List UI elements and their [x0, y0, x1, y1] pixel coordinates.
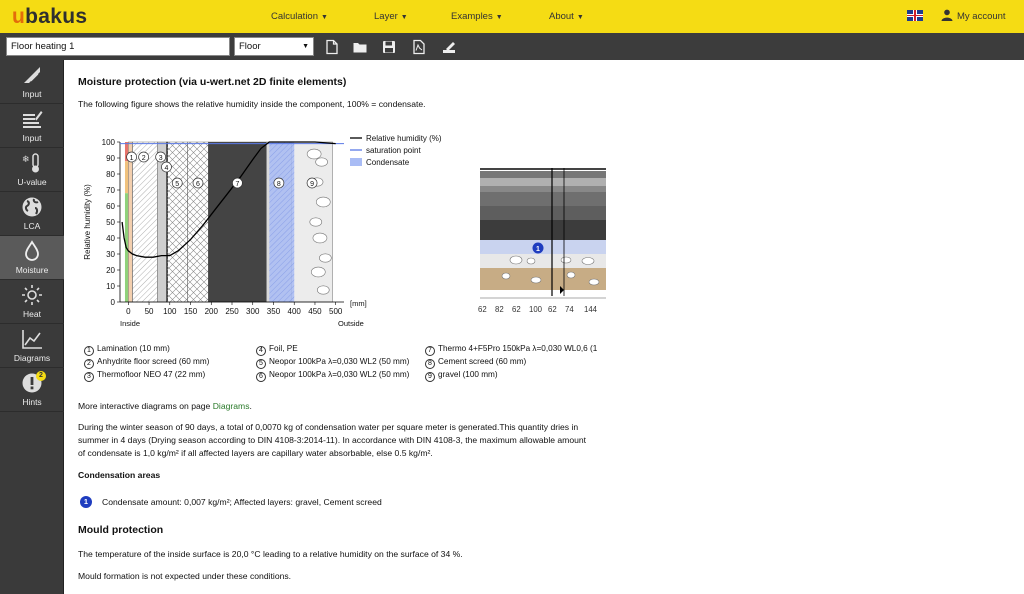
condensation-paragraph-line-2: summer in 4 days (Drying season according to DIN 4108-3:2014-11). In accordance with DIN 4108-3, the maximum allowable amount: [78, 435, 587, 445]
menu-examples-label: Examples: [451, 11, 493, 22]
more-diagrams-suffix: .: [249, 401, 252, 411]
menu-calculation[interactable]: [271, 11, 328, 22]
x-tick-label: 200: [204, 307, 218, 316]
mould-surface-text: The temperature of the inside surface is 20,0 °C leading to a relative humidity on the surface of 34 %.: [78, 549, 463, 559]
layer-legend-item: [84, 344, 170, 356]
component-cross-section-image: [476, 168, 612, 318]
y-tick-label: 80: [106, 170, 115, 179]
gravel-stone: [319, 254, 331, 262]
sidebar: [0, 60, 64, 594]
x-unit-label: [mm]: [350, 299, 367, 308]
layer-band: [129, 142, 157, 302]
sidebar-item-label: LCA: [23, 221, 41, 231]
water-drop-icon: [21, 240, 43, 262]
legend-condensate-label: Condensate: [366, 158, 410, 167]
x-tick-label: 250: [225, 307, 239, 316]
sidebar-item-heat[interactable]: [0, 280, 64, 324]
save-icon[interactable]: [381, 39, 397, 55]
cross-section-dimension-label: 82: [495, 305, 504, 314]
component-type-value: Floor: [239, 41, 261, 52]
more-diagrams-prefix: More interactive diagrams on page: [78, 401, 213, 411]
relative-humidity-chart: [78, 128, 460, 334]
y-tick-label: 10: [106, 282, 115, 291]
menu-about-label: About: [549, 11, 574, 22]
sidebar-item-hints[interactable]: [0, 368, 64, 412]
cross-section-dimension-label: 144: [584, 305, 598, 314]
x-tick-label: 0: [126, 307, 131, 316]
layer-label: Thermo 4+F5Pro 150kPa λ=0,030 WL0,6 (1: [438, 344, 598, 353]
main-content: [64, 60, 1024, 594]
chevron-down-icon: ▼: [495, 14, 503, 21]
layer-number: 1: [84, 346, 94, 356]
sidebar-item-label: U-value: [17, 177, 47, 187]
pdf-export-icon[interactable]: [411, 39, 427, 55]
layer-number-marker-label: 9: [310, 181, 315, 188]
dropdown-arrow-icon: ▼: [302, 43, 309, 50]
thermometer-icon: [21, 152, 43, 174]
layer-number-marker-label: 7: [235, 181, 240, 188]
sidebar-item-label: Heat: [23, 309, 41, 319]
component-type-select[interactable]: [234, 37, 314, 56]
layer-number-marker-label: 1: [129, 155, 134, 162]
gravel-stone: [317, 286, 329, 294]
layer-number: 5: [256, 359, 266, 369]
layer-number: 3: [84, 372, 94, 382]
layer-number-marker-label: 2: [141, 155, 146, 162]
layer-legend-item: [84, 357, 209, 369]
layer-number-marker-label: 4: [164, 165, 169, 172]
menu-examples[interactable]: [451, 11, 503, 22]
gravel-stone: [307, 149, 321, 159]
sidebar-item-label: Hints: [22, 397, 42, 407]
sidebar-item-label: Input: [22, 133, 42, 143]
layer-legend-item: [256, 344, 298, 356]
layer-legend-item: [425, 370, 498, 382]
layer-label: Lamination (10 mm): [97, 344, 170, 353]
ubakus-logo[interactable]: ubakus: [12, 5, 88, 28]
legend-rh-label: Relative humidity (%): [366, 134, 442, 143]
diagrams-link[interactable]: Diagrams: [212, 401, 250, 411]
condensation-paragraph-line-1: During the winter season of 90 days, a total of 0,0070 kg of condensation water per square meter is generated.This quantity dries in: [78, 422, 579, 432]
cross-section-dimension-label: 100: [529, 305, 543, 314]
layer-number-marker-label: 6: [196, 181, 200, 188]
y-tick-label: 0: [110, 298, 115, 307]
y-tick-label: 30: [106, 250, 115, 259]
chevron-down-icon: ▼: [576, 14, 584, 21]
gravel-stone: [313, 233, 327, 243]
sidebar-item-diagrams[interactable]: [0, 324, 64, 368]
x-outside-label: Outside: [338, 319, 364, 328]
uk-flag-icon[interactable]: [907, 10, 923, 21]
layer-legend-item: [256, 357, 409, 369]
cross-section-dimension-label: 62: [512, 305, 521, 314]
cross-section-dimension-label: 74: [565, 305, 574, 314]
y-axis-label: Relative humidity (%): [83, 184, 92, 260]
inside-zone-orange: [125, 161, 128, 193]
chevron-down-icon: ▼: [321, 14, 328, 21]
cross-section-dimension-label: 62: [548, 305, 557, 314]
x-tick-label: 500: [329, 307, 343, 316]
x-inside-label: Inside: [120, 319, 141, 328]
layer-label: Foil, PE: [269, 344, 298, 353]
layer-label: Anhydrite floor screed (60 mm): [97, 357, 210, 366]
layer-number-marker-label: 5: [175, 181, 180, 188]
legend-condensate-swatch: [350, 158, 362, 166]
my-account-label: My account: [957, 11, 1006, 22]
menu-calculation-label: Calculation: [271, 11, 318, 22]
layer-label: Cement screed (60 mm): [438, 357, 527, 366]
layer-legend-item: [84, 370, 205, 382]
mould-protection-heading: Mould protection: [78, 524, 164, 536]
intro-text: The following figure shows the relative humidity inside the component, 100% = condensate.: [78, 99, 426, 109]
condensation-area-badge: 1: [80, 496, 92, 508]
condensate-hatch: [269, 142, 294, 302]
layer-band: [208, 142, 266, 302]
x-tick-label: 450: [308, 307, 322, 316]
layer-number: 8: [425, 359, 435, 369]
sidebar-item-input-layers[interactable]: [0, 104, 64, 148]
layer-label: Neopor 100kPa λ=0,030 WL2 (50 mm): [269, 370, 410, 379]
x-tick-label: 350: [266, 307, 281, 316]
component-name-input[interactable]: [6, 37, 230, 56]
gravel-stone: [310, 218, 322, 226]
layer-number: 6: [256, 372, 266, 382]
layer-number-marker-label: 8: [276, 181, 281, 188]
page-title: Moisture protection (via u-wert.net 2D finite elements): [78, 76, 347, 88]
toolbar: [0, 33, 1024, 60]
layer-number: 2: [84, 359, 94, 369]
layer-number-marker-label: 3: [158, 155, 163, 162]
edit-icon[interactable]: [441, 39, 457, 55]
y-tick-label: 70: [106, 186, 115, 195]
x-tick-label: 400: [287, 307, 301, 316]
x-tick-label: 300: [246, 307, 260, 316]
chevron-down-icon: ▼: [400, 14, 408, 21]
x-tick-label: 150: [183, 307, 198, 316]
user-icon: [941, 9, 953, 21]
layer-band: [128, 142, 132, 302]
layer-label: gravel (100 mm): [438, 370, 498, 379]
condensation-areas-heading: Condensation areas: [78, 470, 161, 480]
y-tick-label: 90: [106, 154, 115, 163]
ruler-icon: [21, 64, 43, 86]
mould-conclusion-text: Mould formation is not expected under these conditions.: [78, 571, 292, 581]
sidebar-item-moisture[interactable]: [0, 236, 64, 280]
y-tick-label: 40: [106, 234, 115, 243]
y-tick-label: 50: [106, 218, 115, 227]
svg-text:❄: ❄: [22, 154, 30, 164]
sun-icon: [21, 284, 43, 306]
layer-label: Thermofloor NEO 47 (22 mm): [97, 370, 206, 379]
layer-legend-item: [256, 370, 409, 382]
sidebar-item-input-geometry[interactable]: [0, 60, 64, 104]
sidebar-item-lca[interactable]: [0, 192, 64, 236]
new-document-icon[interactable]: [324, 39, 340, 55]
condensation-paragraph-line-3: of condensate is 1,0 kg/m² if all affected layers are capillary water absorbable, else 0.5 kg/m².: [78, 448, 433, 458]
more-diagrams-text: [78, 400, 252, 413]
layers-pencil-icon: [21, 108, 43, 130]
layer-number: 4: [256, 346, 266, 356]
condensation-area-text: Condensate amount: 0,007 kg/m²; Affected layers: gravel, Cement screed: [102, 497, 382, 507]
y-tick-label: 60: [106, 202, 115, 211]
y-tick-label: 20: [106, 266, 115, 275]
layer-legend-item: [425, 344, 605, 356]
legend-saturation-label: saturation point: [366, 146, 421, 155]
x-tick-label: 50: [144, 307, 154, 316]
x-tick-label: 100: [163, 307, 177, 316]
gravel-stone: [316, 158, 328, 166]
top-bar: [0, 0, 1024, 33]
layer-number: 9: [425, 372, 435, 382]
menu-layer[interactable]: [374, 11, 408, 22]
gravel-stone: [316, 197, 330, 207]
layer-label: Neopor 100kPa λ=0,030 WL2 (50 mm): [269, 357, 410, 366]
y-tick-label: 100: [101, 138, 115, 147]
sidebar-item-label: Diagrams: [13, 353, 51, 363]
globe-icon: [21, 196, 43, 218]
menu-about[interactable]: [549, 11, 584, 22]
sidebar-item-label: Input: [22, 89, 42, 99]
svg-text:1: 1: [536, 246, 540, 253]
sidebar-item-label: Moisture: [15, 265, 49, 275]
sidebar-item-u-value[interactable]: [0, 148, 64, 192]
layer-legend-item: [425, 357, 526, 369]
cross-section-dimension-label: 62: [478, 305, 487, 314]
open-folder-icon[interactable]: [352, 39, 368, 55]
hints-count-badge: 2: [36, 371, 46, 381]
layer-number: 7: [425, 346, 435, 356]
gravel-stone: [311, 267, 325, 277]
my-account-link[interactable]: [941, 9, 1006, 22]
line-chart-icon: [21, 328, 43, 350]
menu-layer-label: Layer: [374, 11, 398, 22]
